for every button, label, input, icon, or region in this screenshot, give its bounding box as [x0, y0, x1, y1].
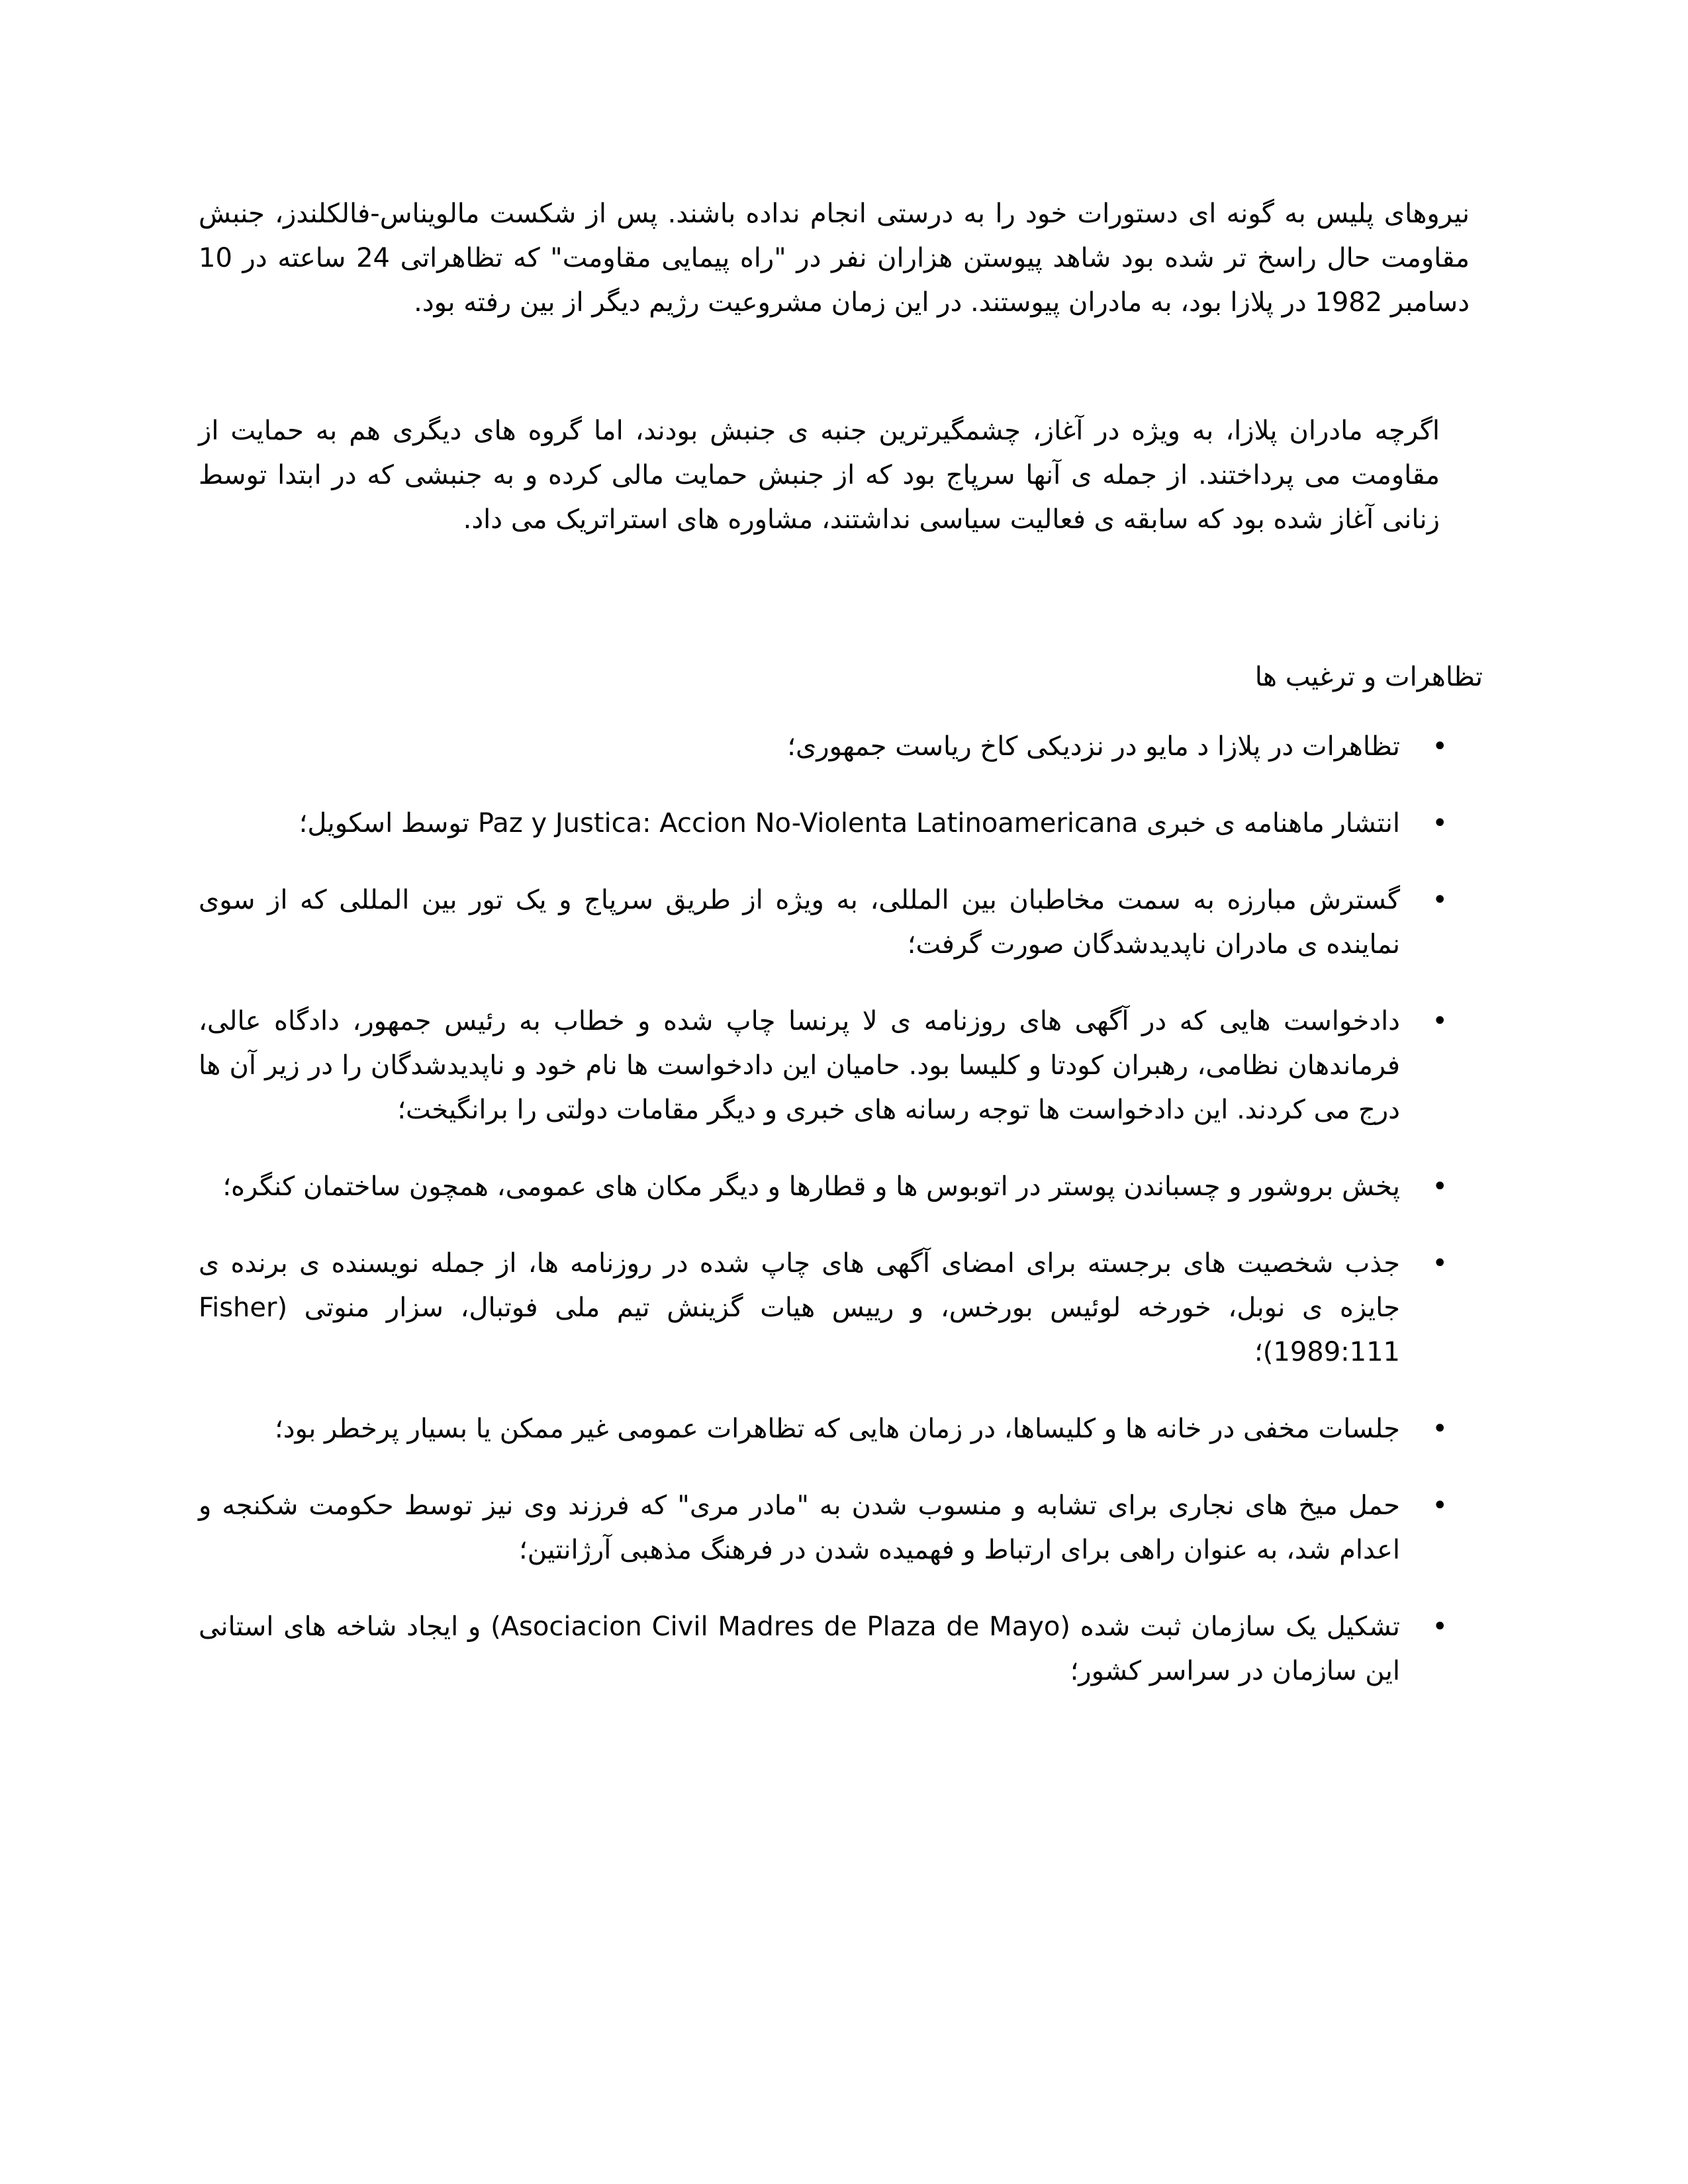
paragraph-resistance: نیروهای پلیس به گونه ای دستورات خود را به درستی انجام نداده باشند. پس از شکست مالویناس-فالکلندز، جنبش مقاومت حال راسخ تر شده بود شاهد پیوستن هزاران نفر در "راه پیمایی مقاومت" که تظاهراتی 24 ساعته در 10 دسامبر 1982 در پلازا بود، به مادران پیوستند. در این زمان مشروعیت رژیم دیگر از بین رفته بود.: [199, 199, 1470, 318]
bullet-icon: •: [1432, 1171, 1448, 1202]
bullet-icon: •: [1432, 1248, 1448, 1279]
list-item: [199, 1242, 1448, 1375]
list-item: [199, 1484, 1448, 1572]
list-item: [199, 801, 1448, 846]
bullet-icon: •: [1432, 1006, 1448, 1036]
list-item: [199, 999, 1448, 1132]
bullet-icon: •: [1432, 808, 1448, 839]
list-item-text: گسترش مبارزه به سمت مخاطبان بین المللی، به ویژه از طریق سرپاج و یک تور بین المللی که از سوی نماینده ی مادران ناپدیدشدگان صورت گرفت؛: [199, 885, 1400, 960]
list-item-text: جلسات مخفی در خانه ها و کلیساها، در زمان هایی که تظاهرات عمومی غیر ممکن یا بسیار پرخطر بود؛: [275, 1414, 1400, 1444]
bullet-icon: •: [1432, 885, 1448, 915]
bullet-icon: •: [1432, 1490, 1448, 1521]
actions-list: [199, 725, 1448, 1726]
list-item-text: تشکیل یک سازمان ثبت شده (Asociacion Civil Madres de Plaza de Mayo) و ایجاد شاخه های استانی این سازمان در سراسر کشور؛: [199, 1612, 1400, 1686]
list-item: [199, 1407, 1448, 1451]
list-item: [199, 725, 1448, 769]
list-item-text: پخش بروشور و چسباندن پوستر در اتوبوس ها و قطارها و دیگر مکان های عمومی، همچون ساختمان کنگره؛: [222, 1171, 1400, 1202]
bullet-icon: •: [1432, 731, 1448, 762]
list-item: [199, 1165, 1448, 1209]
list-item-text: تظاهرات در پلازا د مایو در نزدیکی کاخ ریاست جمهوری؛: [787, 731, 1400, 762]
list-item: [199, 878, 1448, 967]
paragraph-mothers-plaza: اگرچه مادران پلازا، به ویژه در آغاز، چشمگیرترین جنبه ی جنبش بودند، اما گروه های دیگری هم به حمایت از مقاومت می پرداختند. از جمله ی آنها سرپاج بود که از جنبش حمایت مالی کرده و به جنبشی که در ابتدا توسط زنانی آغاز شده بود که سابقه ی فعالیت سیاسی نداشتند، مشاوره های استراتریک می داد.: [199, 416, 1440, 535]
bullet-icon: •: [1432, 1414, 1448, 1444]
bullet-icon: •: [1432, 1612, 1448, 1642]
section-heading: تظاهرات و ترغیب ها: [1254, 662, 1483, 692]
list-item-text: حمل میخ های نجاری برای تشابه و منسوب شدن به "مادر مری" که فرزند وی نیز توسط حکومت شکنجه و اعدام شد، به عنوان راهی برای ارتباط و فهمیده شدن در فرهنگ مذهبی آرژانتین؛: [199, 1490, 1400, 1565]
list-item-text: جذب شخصیت های برجسته برای امضای آگهی های چاپ شده در روزنامه ها، از جمله نویسنده ی برنده ی جایزه ی نوبل، خورخه لوئیس بورخس، و رییس هیات گزینش تیم ملی فوتبال، سزار منوتی (Fisher 1989:111)؛: [199, 1248, 1400, 1367]
list-item-text: دادخواست هایی که در آگهی های روزنامه ی لا پرنسا چاپ شده و خطاب به رئیس جمهور، دادگاه عالی، فرماندهان نظامی، رهبران کودتا و کلیسا بود. حامیان این دادخواست ها نام خود و ناپدیدشدگان را در زیر آن ها درج می کردند. این دادخواست ها توجه رسانه های خبری و دیگر مقامات دولتی را برانگیخت؛: [199, 1006, 1400, 1125]
list-item-text: انتشار ماهنامه ی خبری Paz y Justica: Accion No-Violenta Latinoamericana توسط اسکویل؛: [299, 808, 1400, 839]
list-item: [199, 1605, 1448, 1694]
